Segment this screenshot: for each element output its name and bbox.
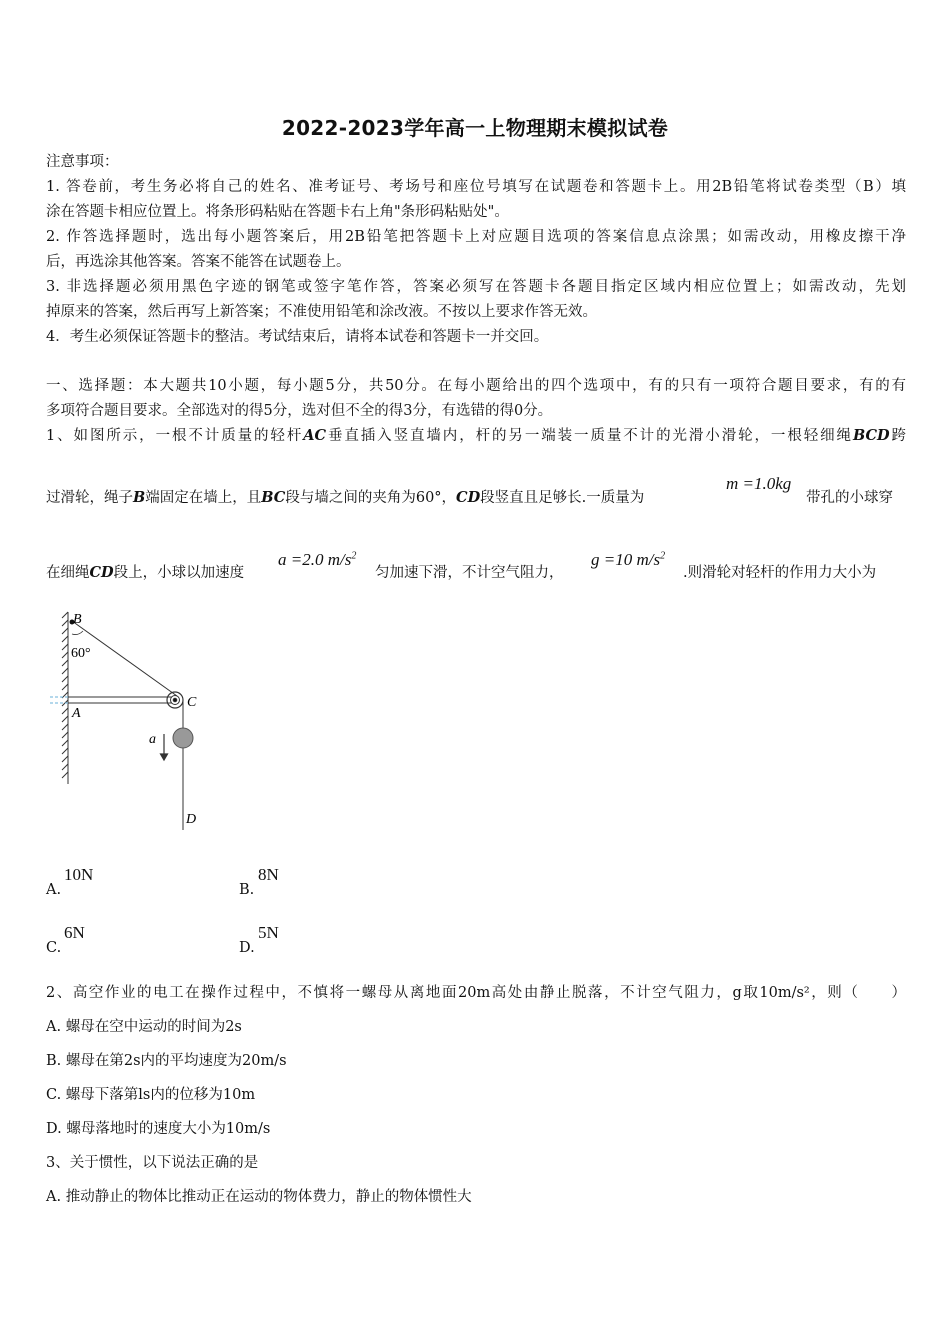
q3-stem: 3、关于惯性，以下说法正确的是 [46,1155,259,1171]
notice-heading: 注意事项： [46,154,119,170]
q1-gravity-formula: g =10 $m/s^2$ [591,550,666,569]
q1-line-3: 在细绳CD段上，小球以加速度 [46,564,245,581]
q2-option-b: B. 螺母在第2s内的平均速度为20m/s [46,1053,287,1069]
label-b: B [73,612,82,627]
q1-accel-formula: a =2.0 $m/s^2$ [278,550,357,569]
q1-line-3-end: .则滑轮对轻杆的作用力大小为 [683,565,877,581]
page-title: 2022-2023学年高一上物理期末模拟试卷 [281,116,669,140]
notice-line-6: 掉原来的答案，然后再写上新答案；不准使用铅笔和涂改液。不按以上要求作答无效。 [46,304,597,320]
q1-option-a-letter: A. [46,882,62,898]
notice-line-7: 4．考生必须保证答题卡的整洁。考试结束后，请将本试卷和答题卡一并交回。 [46,329,549,345]
q2-option-d: D. 螺母落地时的速度大小为10m/s [46,1121,271,1137]
notice-line-5: 3. 非选择题必须用黑色字迹的钢笔或签字笔作答，答案必须写在答题卡各题目指定区域内相应位置上；如需改动，先划 [46,279,906,295]
q2-option-c: C. 螺母下落第ls内的位移为10m [46,1087,256,1103]
label-a-point: A [72,706,81,721]
q2-option-a: A. 螺母在空中运动的时间为2s [46,1019,242,1035]
acceleration-arrow [161,734,168,760]
q1-option-a-value: 10N [64,865,94,884]
label-c: C [187,695,197,710]
q1-line-3-mid: 匀加速下滑，不计空气阻力， [375,565,564,581]
notice-line-2: 涂在答题卡相应位置上。将条形码粘贴在答题卡右上角"条形码粘贴处"。 [46,204,509,220]
q1-line-2-end: 带孔的小球穿 [806,490,893,506]
notice-line-1: 1. 答卷前，考生务必将自己的姓名、准考证号、考场号和座位号填写在试题卷和答题卡上。用2B铅笔将试卷类型（B）填 [46,179,906,195]
wall [62,612,68,784]
ball [173,728,193,748]
q1-option-c-letter: C. [46,940,62,956]
q1-option-b-value: 8N [258,865,279,884]
q1-option-d-value: 5N [258,923,279,942]
label-angle: 60° [71,646,91,661]
q1-option-b-letter: B. [239,882,255,898]
notice-line-3: 2. 作答选择题时，选出每小题答案后，用2B铅笔把答题卡上对应题目选项的答案信息点涂黑；如需改动，用橡皮擦干净 [46,229,906,245]
q1-option-c-value: 6N [64,923,85,942]
label-accel: a [149,732,156,747]
section-intro-line-1: 一、选择题：本大题共10小题，每小题5分，共50分。在每小题给出的四个选项中，有的只有一项符合题目要求，有的有 [46,378,906,394]
notice-line-4: 后，再选涂其他答案。答案不能答在试题卷上。 [46,254,351,270]
q1-pulley-diagram [44,608,214,838]
angle-arc [72,631,83,635]
section-intro-line-2: 多项符合题目要求。全部选对的得5分，选对但不全的得3分，有选错的得0分。 [46,403,553,419]
q1-line-2: 过滑轮，绳子B端固定在墙上，且BC段与墙之间的夹角为60°，CD段竖直且足够长.一质量为 [46,489,645,506]
q1-line-1: 1、如图所示，一根不计质量的轻杆AC垂直插入竖直墙内，杆的另一端装一质量不计的光滑小滑轮，一根轻细绳BCD跨 [46,427,907,444]
q1-option-d-letter: D. [239,940,255,956]
q1-mass-formula: m =1.0kg [726,474,792,493]
label-d: D [186,812,197,827]
q3-option-a: A. 推动静止的物体比推动正在运动的物体费力，静止的物体惯性大 [46,1189,472,1205]
q2-stem: 2、高空作业的电工在操作过程中，不慎将一螺母从离地面20m高处由静止脱落，不计空气阻力，g取10m/s²，则（ ） [46,985,906,1001]
